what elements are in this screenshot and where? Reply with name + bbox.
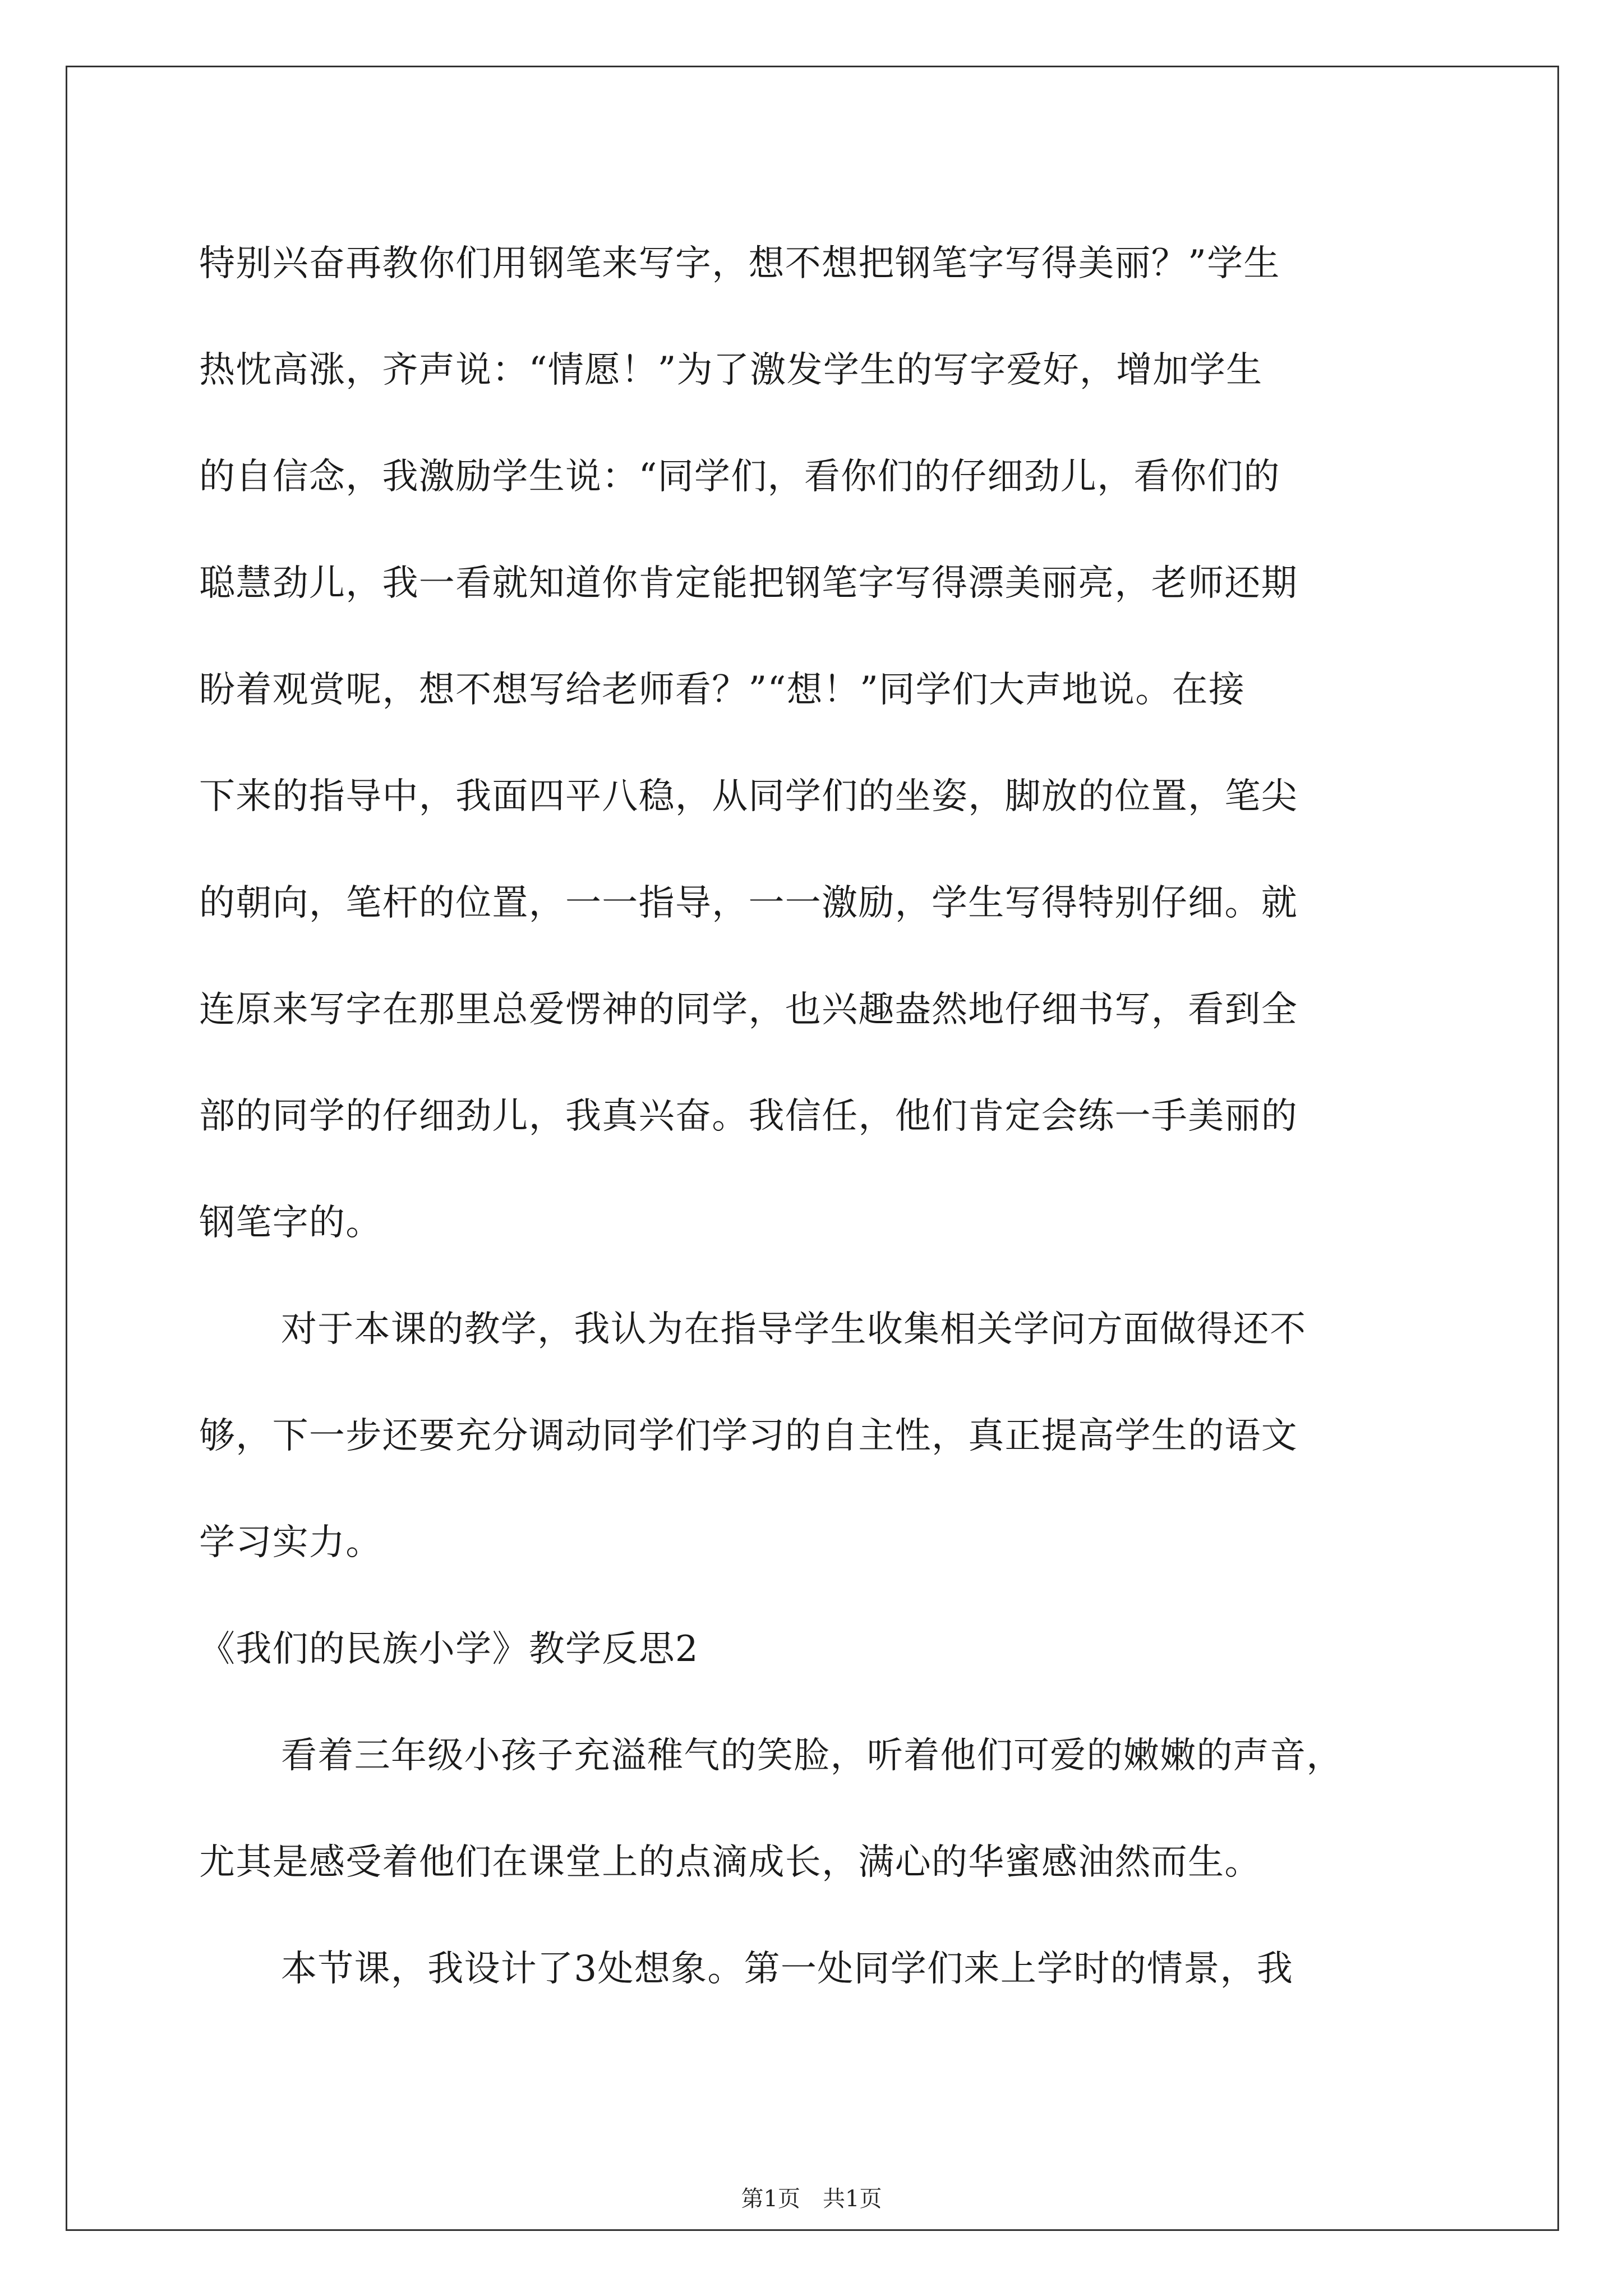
paragraph-line: 学习实力。 [199,1522,382,1563]
paragraph-line: 盼着观赏呢，想不想写给老师看？”“想！”同学们大声地说。在接 [199,669,1246,711]
paragraph-line: 够，下一步还要充分调动同学们学习的自主性，真正提高学生的语文 [199,1415,1298,1457]
paragraph-line: 的朝向，笔杆的位置，一一指导，一一激励，学生写得特别仔细。就 [199,882,1298,924]
paragraph-line: 热忱高涨，齐声说：“情愿！”为了激发学生的写字爱好，增加学生 [199,349,1263,391]
paragraph-line: 本节课，我设计了3处想象。第一处同学们来上学时的情景，我 [281,1948,1294,1990]
paragraph-line: 尤其是感受着他们在课堂上的点滴成长，满心的华蜜感油然而生。 [199,1842,1261,1883]
paragraph-line: 特别兴奋再教你们用钢笔来写字，想不想把钢笔字写得美丽？”学生 [199,243,1280,284]
paragraph-line: 看着三年级小孩子充溢稚气的笑脸，听着他们可爱的嫩嫩的声音， [281,1735,1343,1777]
page-number-footer: 第1页 共1页 [741,2186,882,2212]
paragraph-line: 连原来写字在那里总爱愣神的同学，也兴趣盎然地仔细书写，看到全 [199,989,1298,1030]
document-body [199,210,1461,2022]
section-heading: 《我们的民族小学》教学反思2 [199,1628,699,1670]
paragraph-line: 的自信念，我激励学生说：“同学们，看你们的仔细劲儿，看你们的 [199,456,1280,498]
paragraph-line: 部的同学的仔细劲儿，我真兴奋。我信任，他们肯定会练一手美丽的 [199,1096,1298,1137]
paragraph-line: 钢笔字的。 [199,1202,382,1244]
paragraph-line: 下来的指导中，我面四平八稳，从同学们的坐姿，脚放的位置，笔尖 [199,776,1298,817]
paragraph-line: 对于本课的教学，我认为在指导学生收集相关学问方面做得还不 [281,1309,1307,1350]
paragraph-line: 聪慧劲儿，我一看就知道你肯定能把钢笔字写得漂美丽亮，老师还期 [199,563,1298,604]
